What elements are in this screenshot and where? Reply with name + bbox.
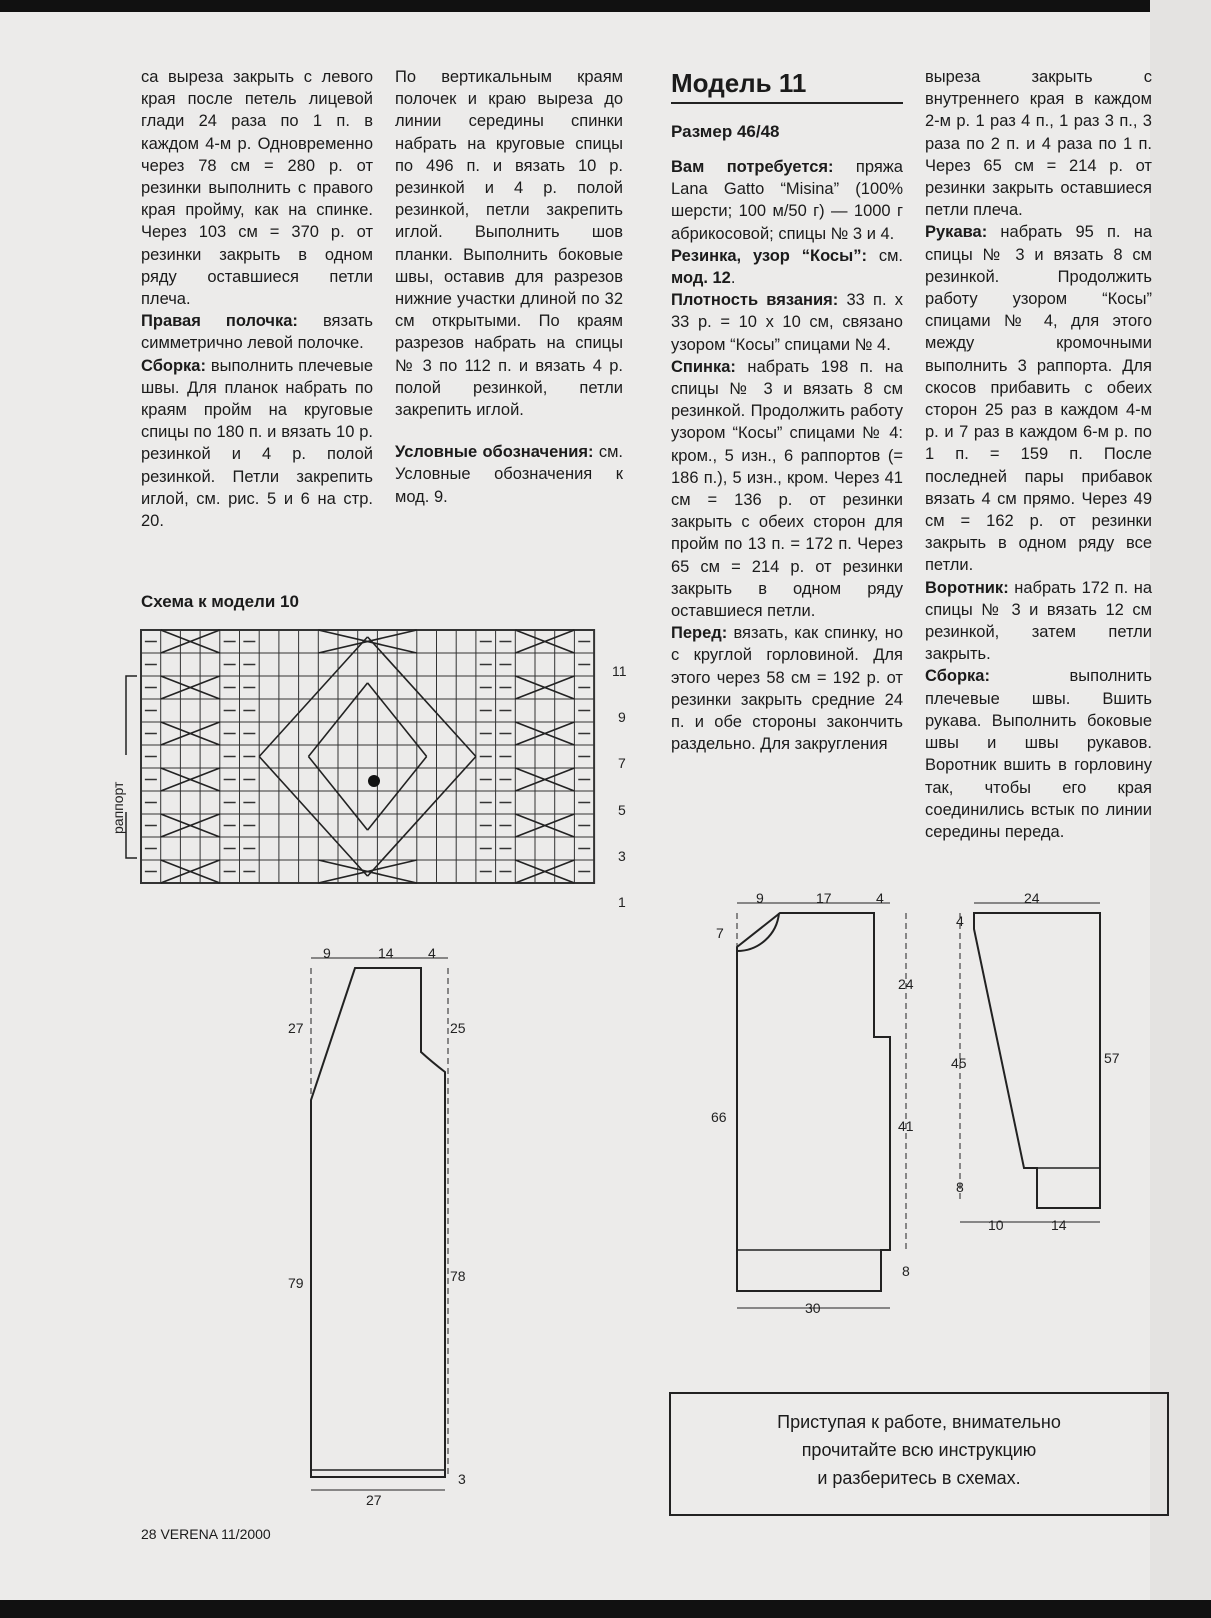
pattern-model10-front: [311, 958, 448, 1490]
col4-paragraph-2: Рукава: набрать 95 п. на спицы № 3 и вязать 8 см резинкой. Продолжить работу узором “Косы” спицами № 4, для этого между кромочными выполнить 3 раппорта. Для скосов прибавить с обеих сторон 25 раз в каждом 4-м р. и 7 раз в каждом 6-м р. по 1 п. = 159 п. После последней пары прибавок вязать 4 см прямо. Через 49 см = 162 р. от резинки закрыть в одном ряду все петли.: [925, 223, 1152, 575]
body11-dim-right-24: 24: [898, 976, 914, 992]
bottom-black-border: [0, 1600, 1211, 1618]
knitting-chart: [110, 630, 627, 910]
body11-dim-top-17: 17: [816, 890, 832, 906]
row-label-3: 3: [618, 848, 626, 864]
row-label-7: 7: [618, 755, 626, 771]
col1-paragraph-3: Сборка: выполнить плечевые швы. Для планок набрать по краям пройм на круговые спицы по 180 п. и вязать 10 р. резинкой и 4 р. полой резинкой. Петли закрепить иглой, см. рис. 5 и 6 на стр. 20.: [141, 356, 373, 531]
heading-right-front: Правая полочка:: [141, 312, 298, 331]
body11-dim-left-66: 66: [711, 1109, 727, 1125]
notice-line-3: и разберитесь в схемах.: [817, 1468, 1021, 1488]
sleeve11-dim-left-8: 8: [956, 1179, 964, 1195]
col3-paragraph-5: Перед: вязать, как спинку, но с круглой горловиной. Для этого через 58 см = 192 р. от резинки закрыть средние 24 п. и обе стороны закончить раздельно. Для закругления: [671, 624, 903, 754]
row-label-1: 1: [618, 894, 626, 910]
pattern-model11-body: [737, 903, 906, 1308]
col3-paragraph-4: Спинка: набрать 198 п. на спицы № 3 и вязать 8 см резинкой. Продолжить работу узором “Косы” спицами № 4: кром., 5 изн., 6 раппортов (= 186 п.), 5 изн., кром. Через 41 см = 136 р. от резинки закрыть с обеих сторон для пройм по 13 п. = 172 п. Через 65 см = 214 р. от резинки закрыть в одном ряду оставшиеся петли.: [671, 357, 903, 621]
body11-dim-top-9: 9: [756, 890, 764, 906]
pattern10-dim-bottom-27: 27: [366, 1492, 382, 1508]
pattern10-dim-right-78: 78: [450, 1268, 466, 1284]
rapport-label: раппорт: [110, 781, 126, 834]
notice-box: [669, 1392, 1169, 1516]
col4-paragraph-1: выреза закрыть с внутреннего края в каждом 2-м р. 1 раз 4 п., 1 раз 3 п., 3 раза по 2 п. и 4 раза по 1 п. Через 65 см = 214 р. от резинки закрыть оставшиеся петли плеча.: [925, 68, 1152, 220]
notice-line-2: прочитайте всю инструкцию: [801, 1440, 1037, 1460]
body11-dim-bottom-30: 30: [805, 1300, 821, 1316]
pattern10-dim-right-25: 25: [450, 1020, 466, 1036]
col3-paragraph-2: Резинка, узор “Косы”: см. мод. 12.: [671, 246, 904, 288]
pattern10-dim-top-4: 4: [428, 945, 436, 961]
sleeve11-dim-bottom-14: 14: [1051, 1217, 1067, 1233]
col4-paragraph-3: Воротник: набрать 172 п. на спицы № 3 и вязать 12 см резинкой, затем петли закрыть.: [925, 578, 1152, 664]
rapport-bracket: [126, 676, 137, 858]
pattern10-dim-left-79: 79: [288, 1275, 304, 1291]
center-stitch-dot: [368, 775, 380, 787]
sleeve11-dim-left-4: 4: [956, 913, 964, 929]
heading-legend: Условные обозначения:: [395, 443, 594, 462]
model-title: Модель 11: [671, 68, 807, 98]
schema-title: Схема к модели 10: [141, 592, 299, 611]
col2-paragraph-2: Условные обозначения: см. Условные обозначения к мод. 9.: [395, 443, 623, 506]
body11-dim-left-7: 7: [716, 925, 724, 941]
sleeve11-dim-right-57: 57: [1104, 1050, 1120, 1066]
pattern10-dim-left-27: 27: [288, 1020, 304, 1036]
col3-paragraph-3: Плотность вязания: 33 п. х 33 р. = 10 х 10 см, связано узором “Косы” спицами № 4.: [671, 291, 904, 354]
page-footer: 28 VERENA 11/2000: [141, 1526, 271, 1542]
col2-paragraph-1: По вертикальным краям полочек и краю выреза до линии середины спинки набрать на круговые спицы по 496 п. и вязать 10 р. резинкой и 4 р. полой резинкой, петли закрепить иглой. Выполнить шов планки. Выполнить боковые швы, оставив для разрезов нижние участки длиной по 32 см открытыми. По краям разрезов набрать на спицы № 3 по 112 п. и вязать 4 р. полой резинкой, петли закрепить иглой.: [395, 68, 623, 420]
col1-paragraph-2: Правая полочка: вязать симметрично левой полочке.: [141, 312, 373, 353]
sleeve11-dim-top-24: 24: [1024, 890, 1040, 906]
pattern10-dim-top-14: 14: [378, 945, 394, 961]
model-size: Размер 46/48: [671, 122, 780, 141]
pattern10-dim-right-3: 3: [458, 1471, 466, 1487]
col3-paragraph-1: Вам потребуется: пряжа Lana Gatto “Misina” (100% шерсти; 100 м/50 г) — 1000 г абрикосовой; спицы № 3 и 4.: [671, 158, 903, 243]
sleeve11-dim-bottom-10: 10: [988, 1217, 1004, 1233]
row-label-9: 9: [618, 709, 626, 725]
body11-dim-right-41: 41: [898, 1118, 914, 1134]
col4-paragraph-4: Сборка: выполнить плечевые швы. Вшить рукава. Выполнить боковые швы и швы рукавов. Воротник вшить в горловину так, чтобы его края соединились встык по линии середины переда.: [925, 667, 1152, 841]
row-label-11: 11: [612, 663, 627, 679]
pattern10-dim-top-9: 9: [323, 945, 331, 961]
notice-line-1: Приступая к работе, внимательно: [777, 1412, 1061, 1432]
body11-dim-top-4: 4: [876, 890, 884, 906]
col1-paragraph-1: са выреза закрыть с левого края после петель лицевой глади 24 раза по 1 п. в каждом 4-м р. Одновременно через 78 см = 280 р. от резинки выполнить с правого края пройму, как на спинке. Через 103 см = 370 р. от резинки закрыть в одном ряду оставшиеся петли плеча.: [141, 68, 373, 309]
pattern-model11-sleeve: [960, 903, 1100, 1222]
sleeve11-dim-left-45: 45: [951, 1055, 967, 1071]
row-label-5: 5: [618, 802, 626, 818]
heading-assembly: Сборка:: [141, 356, 206, 375]
body11-dim-right-8: 8: [902, 1263, 910, 1279]
